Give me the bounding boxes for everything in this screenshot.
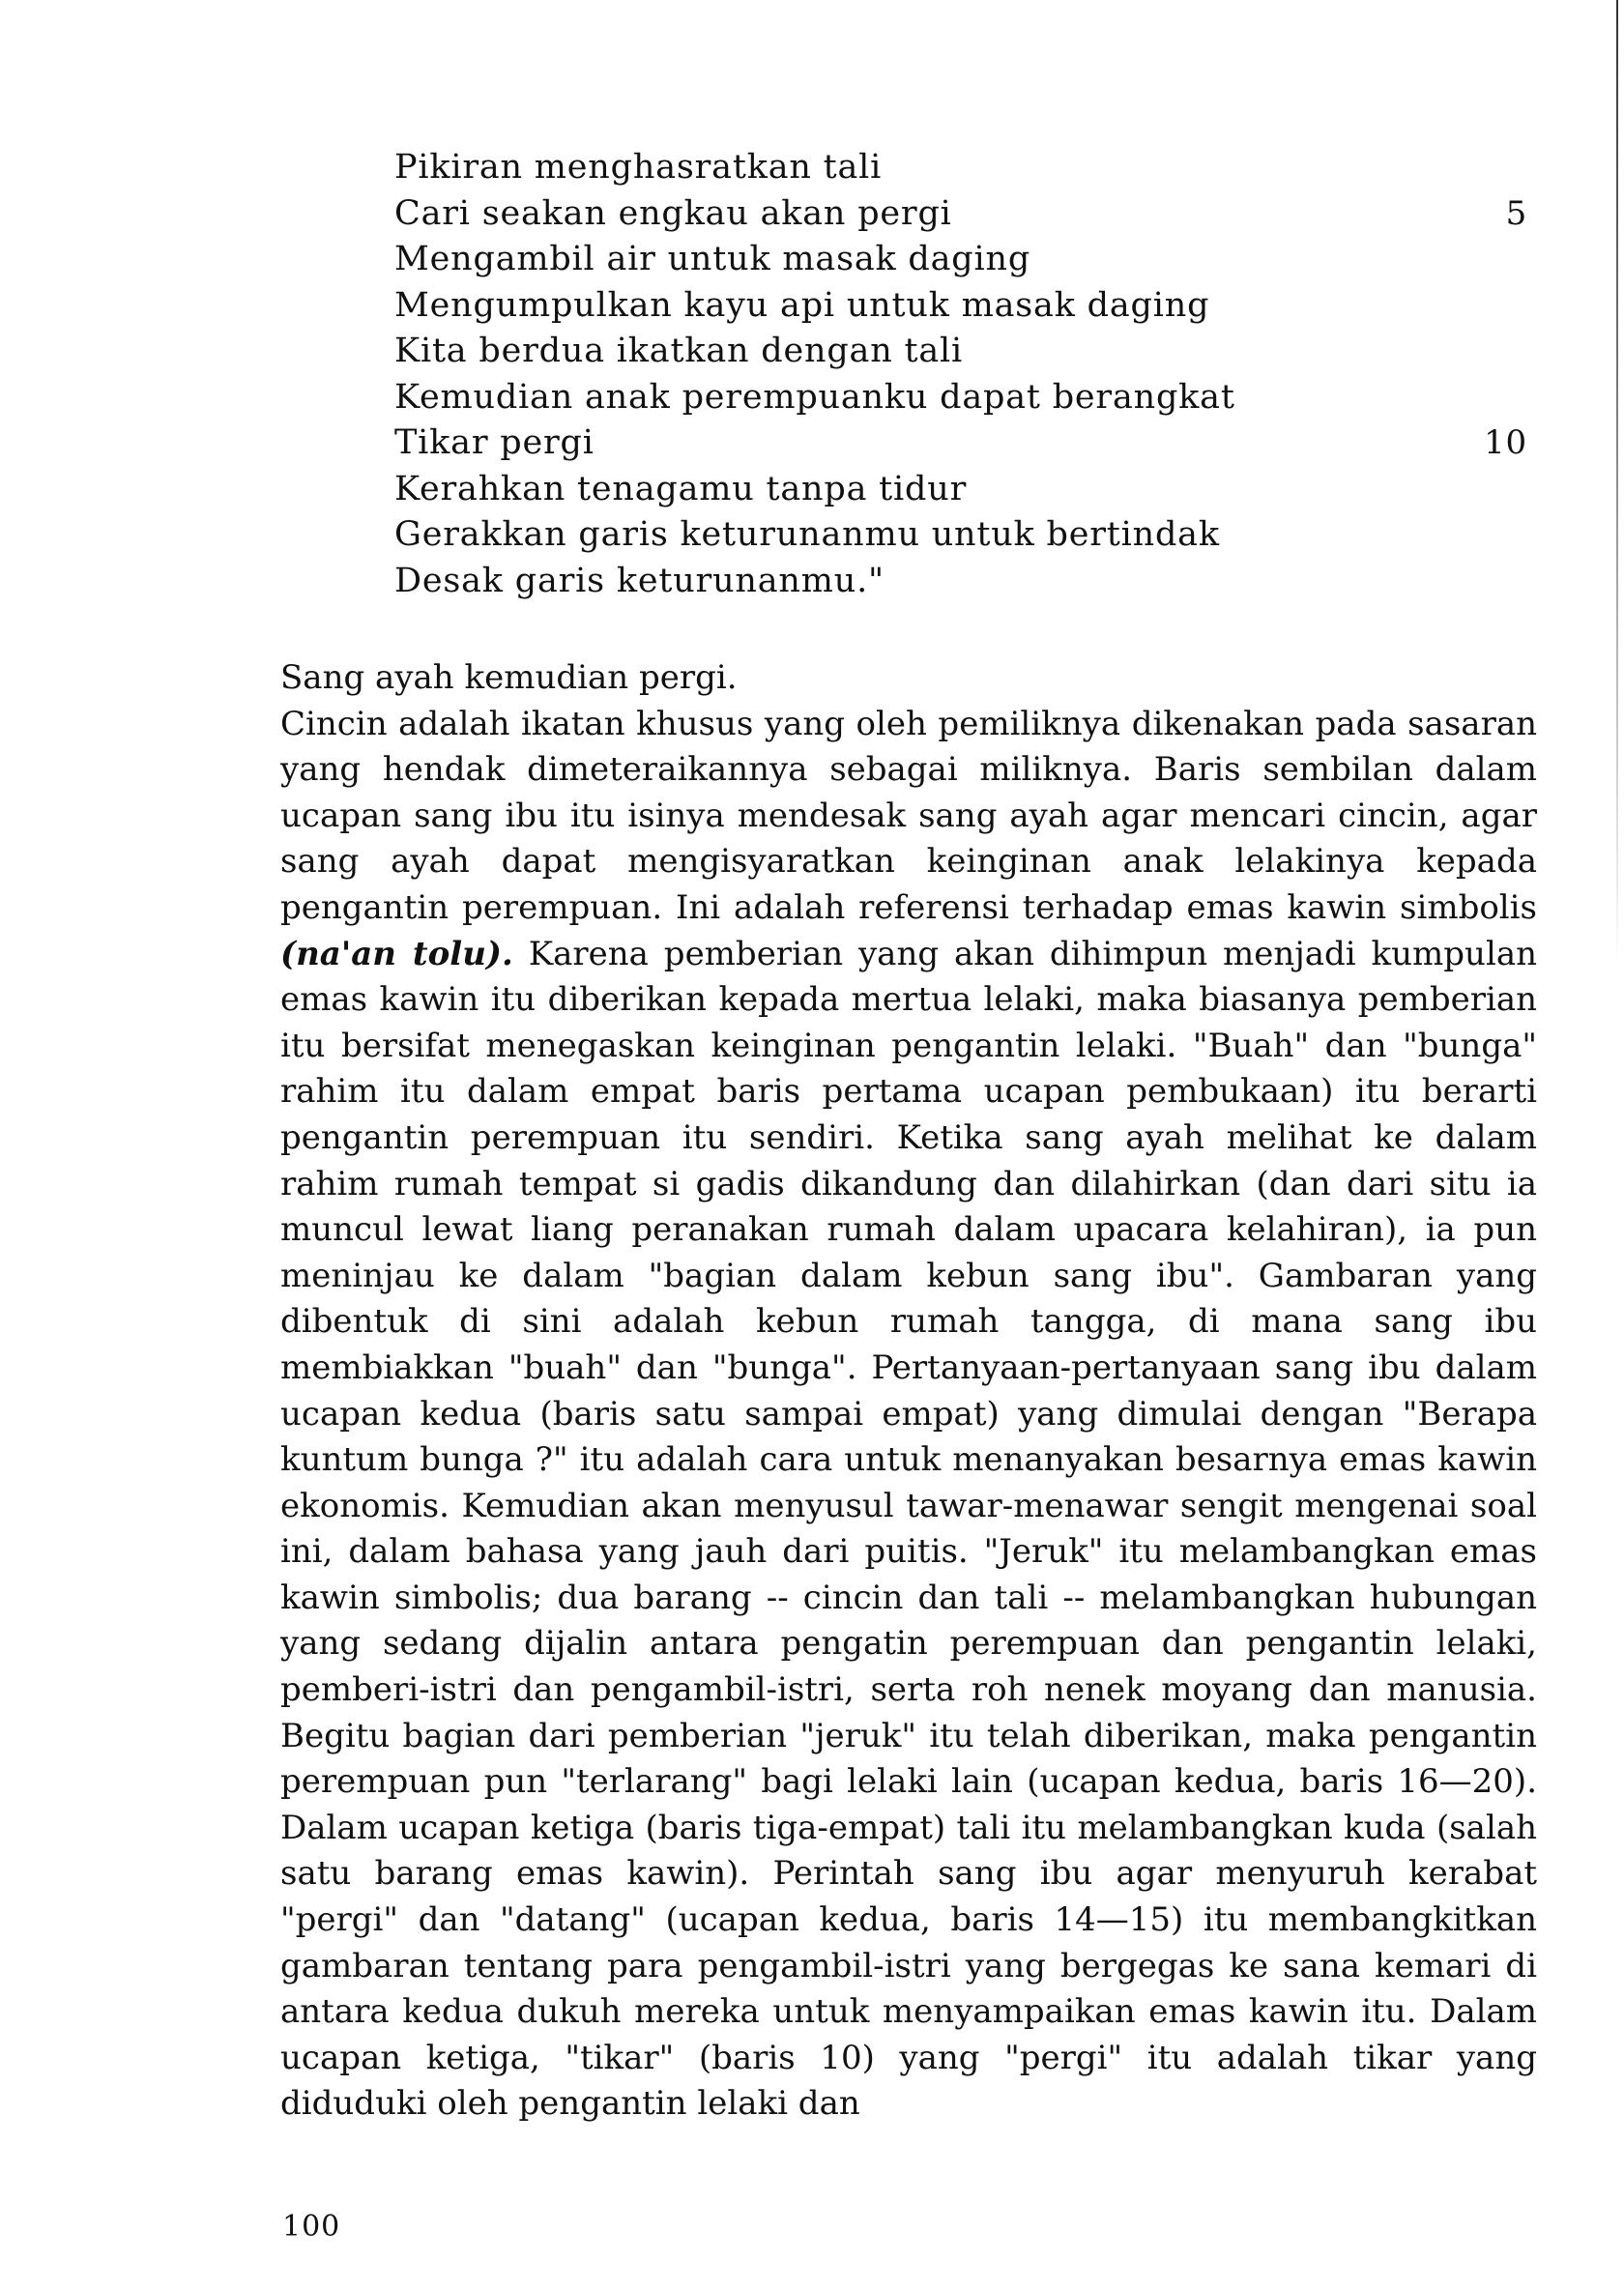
prose-paragraph (280, 702, 1537, 2128)
poem-line (394, 559, 1527, 605)
poem-line (394, 420, 1527, 467)
poem-line-text: Gerakkan garis keturunanmu untuk bertindak (394, 515, 1220, 554)
italic-term: (na'an tolu). (280, 934, 513, 973)
poem-line (394, 512, 1527, 559)
poem-line (394, 375, 1527, 421)
poem-line-text: Desak garis keturunanmu." (394, 561, 884, 600)
prose-first-line: Sang ayah kemudian pergi. (280, 658, 738, 697)
poem-line-text: Kemudian anak perempuanku dapat berangkat (394, 377, 1235, 417)
prose-text: Cincin adalah ikatan khusus yang oleh pemiliknya dikenakan pada sasaran yang hendak dimeteraikannya sebagai miliknya. Baris sembilan dalam ucapan sang ibu itu isinya mendesak sang ayah agar mencari cincin, agar sang ayah dapat mengisyaratkan keinginan anak lelakinya kepada pengantin perempuan. Ini adalah referensi terhadap emas kawin simbolis (280, 704, 1537, 927)
poem-line (394, 467, 1527, 513)
poem-line (394, 237, 1527, 283)
poem-line-text: Kita berdua ikatkan dengan tali (394, 332, 963, 370)
poem-line-text: Mengumpulkan kayu api untuk masak daging (394, 285, 1210, 325)
page-number: 100 (282, 2210, 341, 2244)
scan-edge-line (1616, 0, 1618, 967)
prose-text: Karena pemberian yang akan dihimpun menjadi kumpulan emas kawin itu diberikan kepada mertua lelaki, maka biasanya pemberian itu bersifat menegaskan keinginan pengantin lelaki. "Buah" dan "bunga" rahim itu dalam empat baris pertama ucapan pembukaan) itu berarti pengantin perempuan itu sendiri. Ketika sang ayah melihat ke dalam rahim rumah tempat si gadis dikandung dan dilahirkan (dan dari situ ia muncul lewat liang peranakan rumah dalam upacara kelahiran), ia pun meninjau ke dalam "bagian dalam kebun sang ibu". Gambaran yang dibentuk di sini adalah kebun rumah tangga, di mana sang ibu membiakkan "buah" dan "bunga". Pertanyaan-pertanyaan sang ibu dalam ucapan kedua (baris satu sampai empat) yang dimulai dengan "Berapa kuntum bunga ?" itu adalah cara untuk menanyakan besarnya emas kawin ekonomis. Kemudian akan menyusul tawar-menawar sengit mengenai soal ini, dalam bahasa yang jauh dari puitis. "Jeruk" itu melambangkan emas kawin simbolis; dua barang -- cincin dan tali -- melambangkan hubungan yang sedang dijalin antara pengatin perempuan dan pengantin lelaki, pemberi-istri dan pengambil-istri, serta roh nenek moyang dan manusia. Begitu bagian dari pemberian "jeruk" itu telah diberikan, maka pengantin perempuan pun "terlarang" bagi lelaki lain (ucapan kedua, baris 16—20). Dalam ucapan ketiga (baris tiga-empat) tali itu melambangkan kuda (salah satu barang emas kawin). Perintah sang ibu agar menyuruh kerabat "pergi" dan "datang" (ucapan kedua, baris 14—15) itu membangkitkan gambaran tentang para pengambil-istri yang bergegas ke sana kemari di antara kedua dukuh mereka untuk menyampaikan emas kawin itu. Dalam ucapan ketiga, "tikar" (baris 10) yang "pergi" itu adalah tikar yang diduduki oleh pengantin lelaki dan (280, 934, 1537, 2124)
poem-line-text: Tikar pergi (394, 423, 594, 462)
poem-line (394, 191, 1527, 238)
line-number: 10 (1484, 423, 1527, 462)
poem-line-text: Cari seakan engkau akan pergi (394, 193, 952, 233)
line-number: 5 (1505, 193, 1527, 233)
poem-line (394, 145, 1527, 191)
poem-block (394, 145, 1527, 604)
poem-line (394, 329, 1527, 375)
poem-line (394, 283, 1527, 330)
poem-line-text: Mengambil air untuk masak daging (394, 240, 1031, 278)
poem-line-text: Pikiran menghasratkan tali (394, 148, 883, 187)
prose-block (280, 655, 1537, 2128)
poem-line-text: Kerahkan tenagamu tanpa tidur (394, 469, 968, 508)
